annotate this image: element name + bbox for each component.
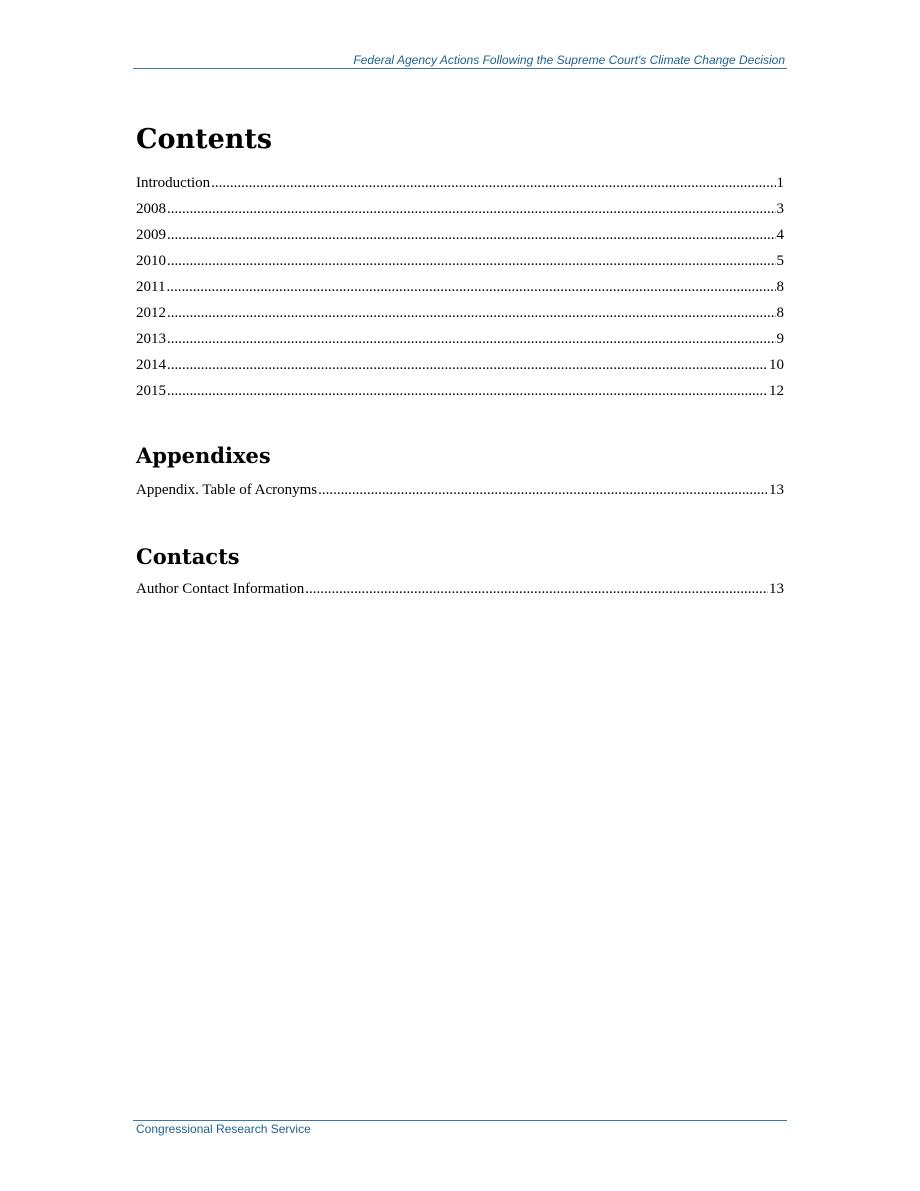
toc-entry-page: 9 — [776, 331, 784, 347]
toc-entry-label: 2010 — [136, 253, 166, 269]
toc-entry-2011[interactable] — [136, 279, 784, 305]
footer-divider — [133, 1120, 787, 1121]
toc-entry-page: 12 — [769, 383, 784, 399]
toc-entry-page: 4 — [776, 227, 784, 243]
toc-entry-page: 1 — [776, 175, 784, 191]
toc-entry-2013[interactable] — [136, 331, 784, 357]
contents-heading: Contents — [136, 124, 273, 155]
dot-leader — [167, 383, 768, 400]
dot-leader — [167, 201, 776, 218]
running-header: Federal Agency Actions Following the Supreme Court's Climate Change Decision — [353, 53, 785, 67]
dot-leader — [318, 482, 768, 499]
toc-entry-page: 3 — [776, 201, 784, 217]
dot-leader — [167, 305, 776, 322]
toc-entry-label: 2011 — [136, 279, 166, 295]
toc-entry-2008[interactable] — [136, 201, 784, 227]
toc-entry-label: 2013 — [136, 331, 166, 347]
toc-entry-label: 2009 — [136, 227, 166, 243]
toc-entry-2012[interactable] — [136, 305, 784, 331]
toc-entry-page: 5 — [776, 253, 784, 269]
toc-entry-label: 2008 — [136, 201, 166, 217]
contacts-heading: Contacts — [136, 544, 240, 569]
dot-leader — [167, 331, 776, 348]
toc-entry-appendix-acronyms[interactable] — [136, 482, 784, 508]
dot-leader — [167, 357, 768, 374]
toc-entry-label: 2015 — [136, 383, 166, 399]
contacts-toc-list — [136, 581, 784, 607]
toc-entry-2010[interactable] — [136, 253, 784, 279]
dot-leader — [211, 175, 775, 192]
footer-organization: Congressional Research Service — [136, 1122, 311, 1136]
toc-entry-page: 13 — [769, 581, 784, 597]
toc-entry-author-contact[interactable] — [136, 581, 784, 607]
toc-entry-page: 8 — [776, 279, 784, 295]
toc-entry-2014[interactable] — [136, 357, 784, 383]
toc-entry-2009[interactable] — [136, 227, 784, 253]
appendixes-toc-list — [136, 482, 784, 508]
dot-leader — [167, 253, 776, 270]
toc-entry-2015[interactable] — [136, 383, 784, 409]
dot-leader — [167, 227, 776, 244]
toc-entry-label: Appendix. Table of Acronyms — [136, 482, 318, 498]
toc-entry-label: 2012 — [136, 305, 166, 321]
dot-leader — [166, 279, 775, 296]
toc-entry-page: 10 — [769, 357, 784, 373]
toc-entry-page: 13 — [769, 482, 784, 498]
toc-entry-label: Introduction — [136, 175, 211, 191]
appendixes-heading: Appendixes — [136, 443, 271, 468]
toc-entry-label: Author Contact Information — [136, 581, 305, 597]
toc-entry-label: 2014 — [136, 357, 166, 373]
toc-entry-page: 8 — [776, 305, 784, 321]
contents-toc-list — [136, 175, 784, 409]
toc-entry-introduction[interactable] — [136, 175, 784, 201]
header-divider — [133, 68, 787, 69]
dot-leader — [305, 581, 768, 598]
